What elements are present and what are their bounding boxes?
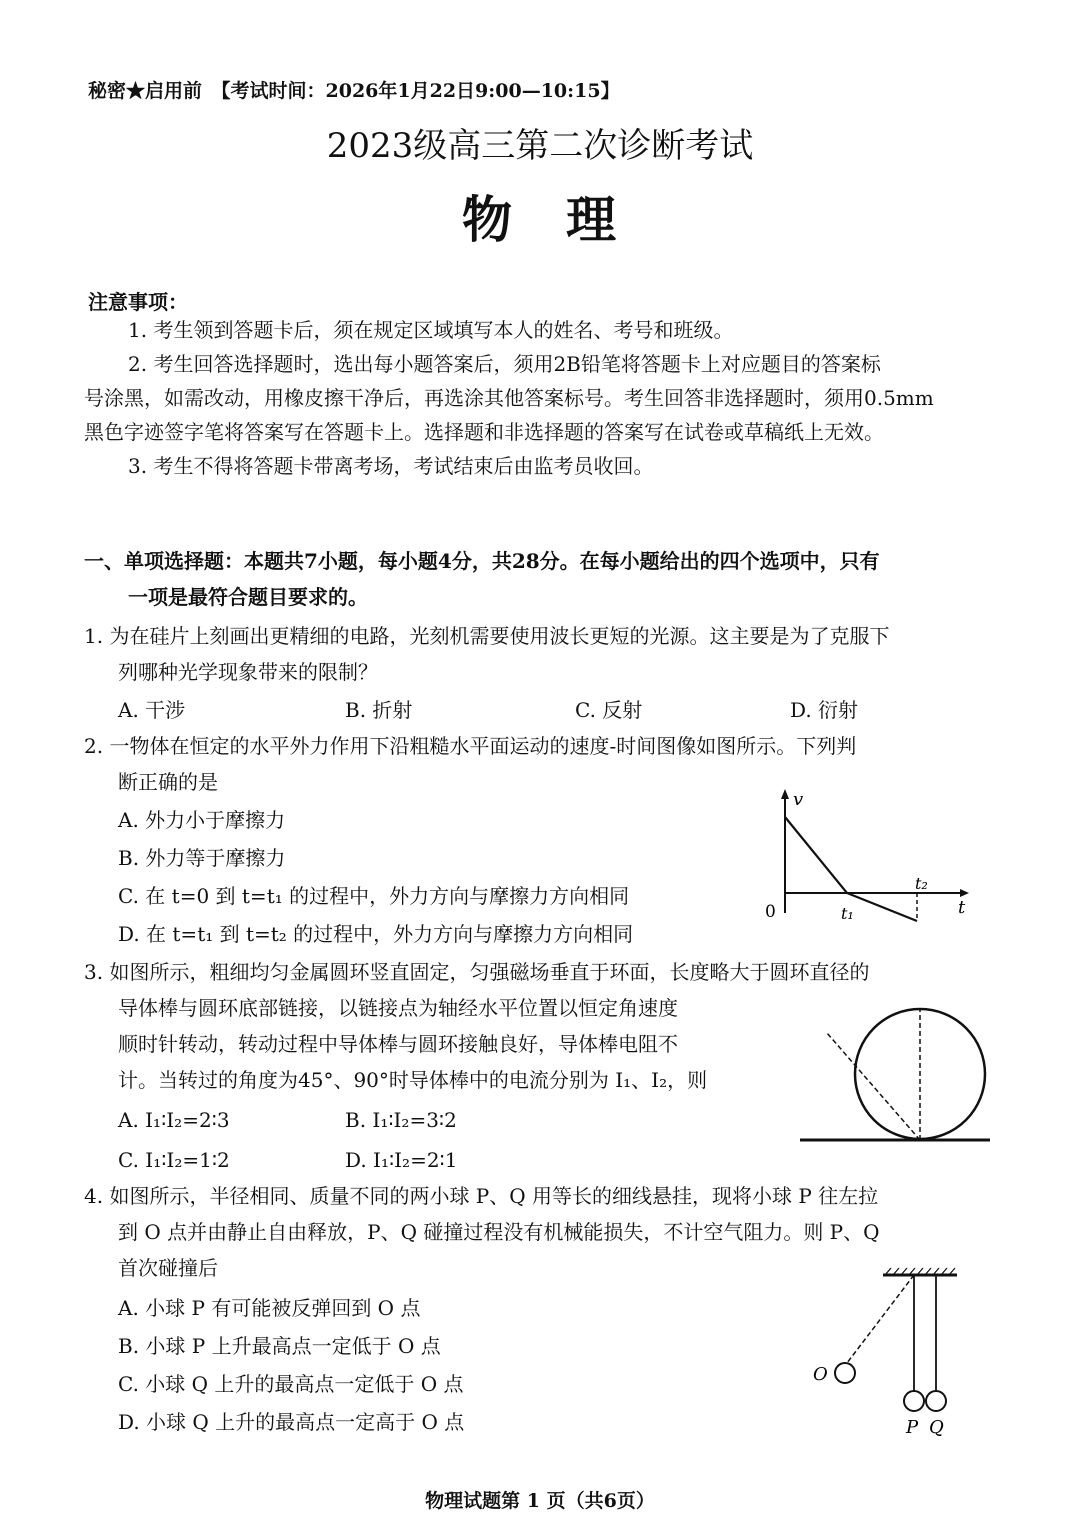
q3-stem-line-3: 顺时针转动，转动过程中导体棒与圆环接触良好，导体棒电阻不: [118, 1032, 678, 1056]
q4-ball-q: [926, 1391, 946, 1411]
q2-v-label: v: [793, 789, 804, 810]
q3-stem-line-1: 3. 如图所示，粗细均匀金属圆环竖直固定，匀强磁场垂直于环面，长度略大于圆环直径的: [84, 960, 870, 984]
q2-t1-label: t₁: [841, 904, 854, 923]
q1-option-b: B. 折射: [345, 698, 413, 722]
q2-v-axis-arrow: [781, 789, 789, 799]
q2-vt-graph: [755, 785, 975, 935]
q2-t2-label: t₂: [915, 874, 928, 893]
q2-t-axis-arrow: [960, 889, 969, 897]
q3-option-b: B. I₁∶I₂=3∶2: [345, 1108, 457, 1132]
confidential-header: 秘密★启用前 【考试时间：2026年1月22日9:00—10:15】: [88, 80, 620, 102]
q2-t-label: t: [958, 897, 966, 918]
q1-option-c: C. 反射: [575, 698, 643, 722]
q2-stem-line-1: 2. 一物体在恒定的水平外力作用下沿粗糙水平面运动的速度-时间图像如图所示。下列判: [84, 734, 857, 758]
q3-stem-line-4: 计。当转过的角度为45°、90°时导体棒中的电流分别为 I₁、I₂，则: [118, 1068, 708, 1092]
q4-ball-p: [904, 1391, 924, 1411]
q2-option-a: A. 外力小于摩擦力: [118, 808, 286, 832]
notice-item-2-line-2: 号涂黑，如需改动，用橡皮擦干净后，再选涂其他答案标号。考生回答非选择题时，须用0.5mm: [84, 386, 934, 410]
q2-origin-label: 0: [765, 902, 776, 922]
page-footer: 物理试题第 1 页（共6页）: [425, 1490, 655, 1512]
q3-rod-45deg: [827, 1033, 920, 1140]
q4-p-label: P: [906, 1417, 919, 1438]
notice-item-2-line-1: 2. 考生回答选择题时，选出每小题答案后，须用2B铅笔将答题卡上对应题目的答案标: [128, 352, 881, 376]
notice-item-3: 3. 考生不得将答题卡带离考场，考试结束后由监考员收回。: [128, 454, 654, 478]
q4-string-released: [847, 1275, 914, 1363]
q4-option-d: D. 小球 Q 上升的最高点一定高于 O 点: [118, 1410, 465, 1434]
exam-title: 2023级高三第二次诊断考试: [326, 126, 754, 166]
q1-option-d: D. 衍射: [790, 698, 859, 722]
q1-option-a: A. 干涉: [118, 698, 186, 722]
notice-heading: 注意事项：: [88, 290, 188, 314]
q1-stem-line-2: 列哪种光学现象带来的限制？: [118, 660, 378, 684]
notice-item-1: 1. 考生领到答题卡后，须在规定区域填写本人的姓名、考号和班级。: [128, 318, 734, 342]
q4-option-a: A. 小球 P 有可能被反弹回到 O 点: [118, 1296, 421, 1320]
q4-option-b: B. 小球 P 上升最高点一定低于 O 点: [118, 1334, 441, 1358]
section-heading-line-2: 一项是最符合题目要求的。: [128, 585, 368, 609]
q4-q-label: Q: [929, 1417, 944, 1438]
q2-stem-line-2: 断正确的是: [118, 770, 218, 794]
q3-stem-line-2: 导体棒与圆环底部链接，以链接点为轴经水平位置以恒定角速度: [118, 996, 678, 1020]
q4-stem-line-2: 到 O 点并由静止自由释放，P、Q 碰撞过程没有机械能损失，不计空气阻力。则 P、Q: [118, 1220, 880, 1244]
q3-option-d: D. I₁∶I₂=2∶1: [345, 1148, 458, 1172]
q4-stem-line-3: 首次碰撞后: [118, 1256, 218, 1280]
q2-option-c: C. 在 t=0 到 t=t₁ 的过程中，外力方向与摩擦力方向相同: [118, 884, 630, 908]
q1-stem-line-1: 1. 为在硅片上刻画出更精细的电路，光刻机需要使用波长更短的光源。这主要是为了克服下: [84, 624, 890, 648]
q2-option-d: D. 在 t=t₁ 到 t=t₂ 的过程中，外力方向与摩擦力方向相同: [118, 922, 634, 946]
subject-title: 物 理: [462, 190, 618, 249]
q3-option-c: C. I₁∶I₂=1∶2: [118, 1148, 230, 1172]
q4-stem-line-1: 4. 如图所示，半径相同、质量不同的两小球 P、Q 用等长的细线悬挂，现将小球 P 往左拉: [84, 1184, 879, 1208]
section-heading-line-1: 一、单项选择题：本题共7小题，每小题4分，共28分。在每小题给出的四个选项中，只有: [84, 549, 880, 573]
q4-o-label: O: [813, 1364, 828, 1385]
q4-pendulum-figure: [805, 1265, 975, 1440]
q3-ring-figure: [795, 1005, 995, 1150]
notice-item-2-line-3: 黑色字迹签字笔将答案写在答题卡上。选择题和非选择题的答案写在试卷或草稿纸上无效。: [84, 420, 884, 444]
q4-option-c: C. 小球 Q 上升的最高点一定低于 O 点: [118, 1372, 464, 1396]
q3-option-a: A. I₁∶I₂=2∶3: [118, 1108, 230, 1132]
q2-option-b: B. 外力等于摩擦力: [118, 846, 286, 870]
q4-ball-at-o: [835, 1363, 855, 1383]
